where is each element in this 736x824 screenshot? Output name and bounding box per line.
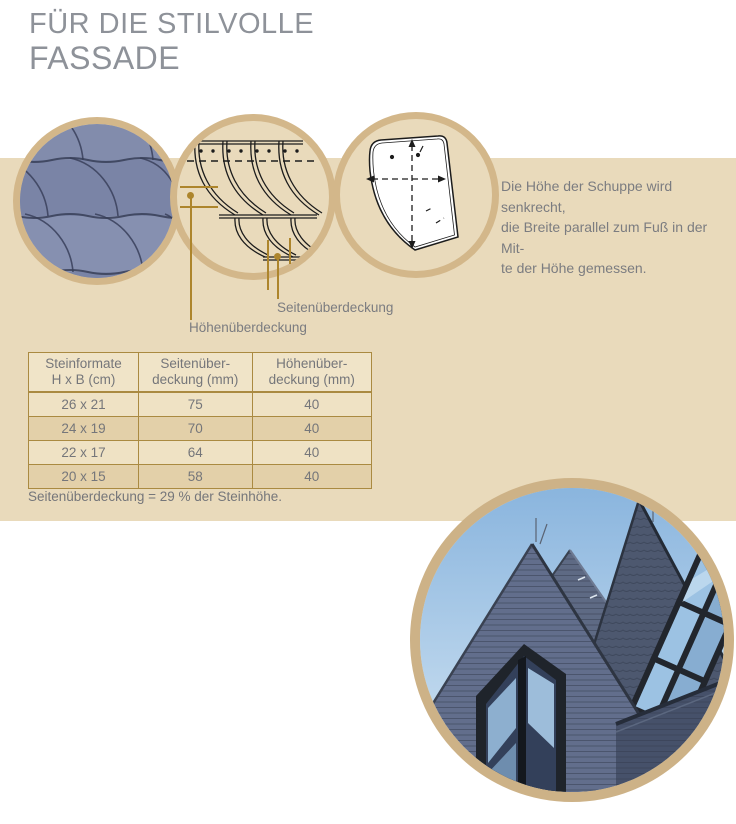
- hoehe-leader-line: [190, 196, 192, 320]
- table-body: [29, 392, 372, 489]
- table-row: [29, 392, 372, 417]
- label-hoehenueberdeckung: Höhenüberdeckung: [189, 320, 307, 335]
- table-cell: 75: [138, 392, 252, 417]
- page-title-line1: FÜR DIE STILVOLLE: [29, 8, 315, 40]
- table-cell: 40: [252, 417, 371, 441]
- overlap-diagram: [177, 121, 329, 273]
- overlap-diagram-circle: [170, 114, 336, 280]
- col-header-hoehenueberdeckung: [252, 353, 371, 393]
- col-header-seitenueberdeckung: [138, 353, 252, 393]
- table-row: [29, 465, 372, 489]
- table-cell: 70: [138, 417, 252, 441]
- single-shingle-diagram: [340, 119, 492, 271]
- label-seitenueberdeckung: Seitenüberdeckung: [277, 300, 394, 315]
- table-cell: 22 x 17: [29, 441, 139, 465]
- table-cell: 24 x 19: [29, 417, 139, 441]
- table-cell: 20 x 15: [29, 465, 139, 489]
- table-cell: 58: [138, 465, 252, 489]
- col-header-line: deckung (mm): [268, 372, 355, 387]
- col-header-line: deckung (mm): [152, 372, 239, 387]
- table-cell: 64: [138, 441, 252, 465]
- table-row: [29, 417, 372, 441]
- seite-leader-line: [277, 257, 279, 299]
- measurement-note-line2: die Breite parallel zum Fuß in der Mit-: [501, 219, 708, 256]
- col-header-steinformate: [29, 353, 139, 393]
- hoehe-tick-top: [180, 186, 218, 188]
- col-header-line: Steinformate: [45, 356, 122, 371]
- shingle-diagram-circle: [333, 112, 499, 278]
- page-title-line2: FASSADE: [29, 40, 181, 76]
- table-cell: 40: [252, 392, 371, 417]
- stone-formats-table: [28, 352, 372, 489]
- building-photo: [420, 488, 724, 792]
- table-cell: 40: [252, 441, 371, 465]
- table-cell: 26 x 21: [29, 392, 139, 417]
- building-photo-circle: [410, 478, 734, 802]
- table-row: [29, 441, 372, 465]
- seite-tick-right: [289, 238, 291, 264]
- page-title: [29, 8, 314, 76]
- hoehe-tick-bottom: [180, 206, 218, 208]
- measurement-note: [501, 176, 729, 279]
- col-header-line: Höhenüber-: [276, 356, 348, 371]
- measurement-note-line1: Die Höhe der Schuppe wird senkrecht,: [501, 178, 673, 215]
- col-header-line: Seitenüber-: [160, 356, 231, 371]
- col-header-line: H x B (cm): [51, 372, 116, 387]
- table-footnote: Seitenüberdeckung = 29 % der Steinhöhe.: [28, 489, 283, 504]
- table-cell: 40: [252, 465, 371, 489]
- table-header: [29, 353, 372, 393]
- seite-tick-left: [267, 240, 269, 290]
- measurement-note-line3: te der Höhe gemessen.: [501, 260, 647, 276]
- slate-photo: [20, 124, 174, 278]
- table-header-row: [29, 353, 372, 393]
- slate-photo-circle: [13, 117, 181, 285]
